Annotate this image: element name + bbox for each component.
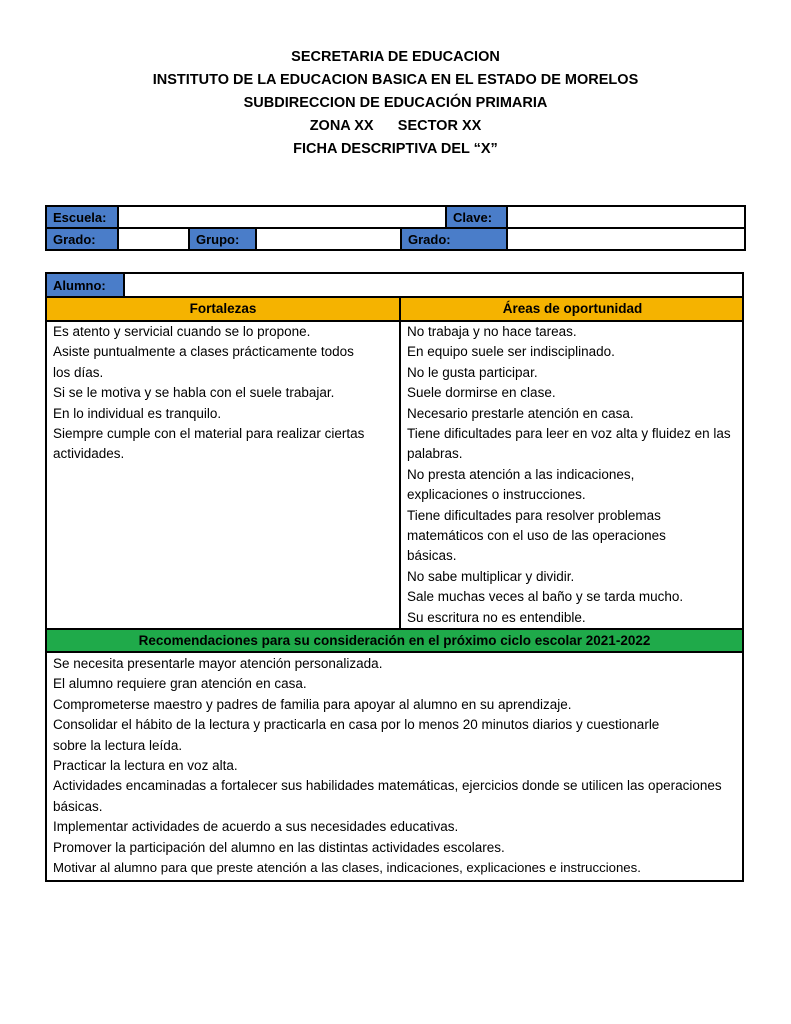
recommendation-item: Se necesita presentarle mayor atención personalizada. [53,656,383,671]
fortalezas-list [47,322,401,628]
area-item: Su escritura no es entendible. [407,609,586,625]
header-line-4: ZONA XX SECTOR XX [309,118,482,134]
recommendations-list [47,653,742,880]
recommendation-item: El alumno requiere gran atención en casa. [53,676,307,692]
area-item: Necesario prestarle atención en casa. [407,405,634,421]
area-item: No presta atención a las indicaciones, explicaciones o instrucciones. [407,466,635,503]
recommendation-item: Motivar al alumno para que preste atención a las clases, indicaciones, explicaciones e instrucciones. [53,860,641,876]
area-item: Suele dormirse en clase. [407,385,556,401]
recommendation-item: Practicar la lectura en voz alta. [53,758,238,774]
fortaleza-item: Siempre cumple con el material para realizar ciertas actividades. [53,426,365,462]
recommendations-heading: Recomendaciones para su consideración en el próximo ciclo escolar 2021-2022 [47,630,742,653]
grado-field[interactable] [118,228,189,250]
grado2-field[interactable] [507,228,745,250]
area-item: En equipo suele ser indisciplinado. [407,344,615,360]
escuela-field[interactable] [118,206,446,228]
fortaleza-item: Si se le motiva y se habla con el suele trabajar. [53,385,335,401]
area-item: Tiene dificultades para resolver problemas matemáticos con el uso de las operaciones básicas. [407,507,666,564]
areas-heading: Áreas de oportunidad [502,301,643,316]
grupo-field[interactable] [256,228,401,250]
alumno-row [47,274,742,298]
area-item: No le gusta participar. [407,364,538,380]
areas-list [401,322,742,628]
area-item: No sabe multiplicar y dividir. [407,568,575,584]
grado-label: Grado: [46,228,118,250]
fortalezas-heading: Fortalezas [47,298,401,320]
document-header [0,46,791,161]
grupo-label: Grupo: [189,228,256,250]
alumno-field[interactable] [125,274,742,296]
header-line-3: SUBDIRECCION DE EDUCACIÓN PRIMARIA [243,95,548,111]
header-line-1: SECRETARIA DE EDUCACION [291,49,500,65]
recommendation-item: Consolidar el hábito de la lectura y practicarla en casa por lo menos 20 minutos diarios y cuestionarle sobre la lectura leída. [53,717,660,753]
recommendation-item: Comprometerse maestro y padres de familia para apoyar al alumno en su aprendizaje. [53,696,572,712]
section-headers [47,298,742,322]
grado2-label: Grado: [401,228,507,250]
alumno-label: Alumno: [47,274,125,296]
fortaleza-item: En lo individual es tranquilo. [53,405,222,421]
area-item: Tiene dificultades para leer en voz alta y fluidez en las palabras. [407,426,731,462]
area-item: Sale muchas veces al baño y se tarda mucho. [407,589,684,605]
area-item: No trabaja y no hace tareas. [407,324,577,339]
recommendation-item: Promover la participación del alumno en las distintas actividades escolares. [53,839,505,855]
header-line-5: FICHA DESCRIPTIVA DEL “X” [293,141,498,157]
fortaleza-item: Es atento y servicial cuando se lo propone. [53,324,311,339]
school-info-table [45,205,746,251]
recommendation-item: Actividades encaminadas a fortalecer sus habilidades matemáticas, ejercicios donde se utilicen las operaciones básicas. [53,778,722,814]
fortaleza-item: Asiste puntualmente a clases prácticamente todos los días. [53,344,354,380]
header-line-2: INSTITUTO DE LA EDUCACION BASICA EN EL ESTADO DE MORELOS [152,72,639,88]
escuela-label: Escuela: [46,206,118,228]
student-evaluation-table [45,272,744,882]
clave-label: Clave: [446,206,507,228]
clave-field[interactable] [507,206,745,228]
evaluation-columns [47,322,742,630]
recommendation-item: Implementar actividades de acuerdo a sus necesidades educativas. [53,819,459,835]
